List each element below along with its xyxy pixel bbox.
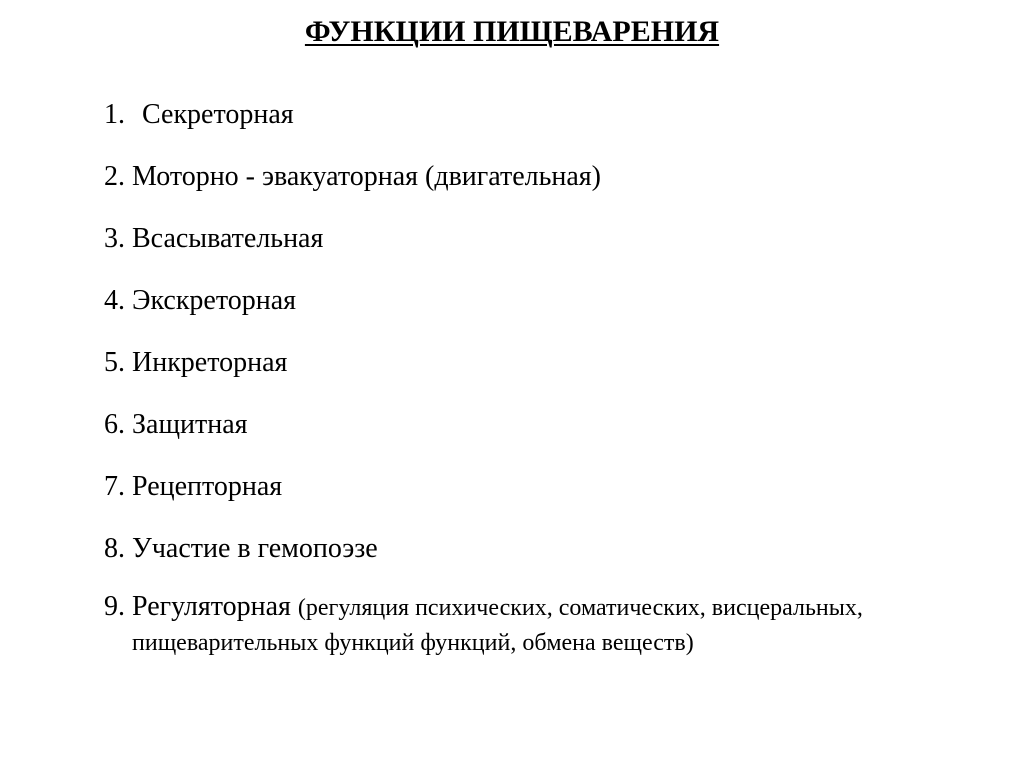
list-item-text: Секреторная bbox=[142, 99, 294, 130]
list-item-number: 1. bbox=[104, 99, 125, 130]
list-item bbox=[104, 160, 964, 222]
list-item-text: Участие в гемопоэзе bbox=[132, 533, 378, 564]
list-item bbox=[104, 590, 964, 660]
list-item-number: 7. bbox=[104, 471, 125, 502]
list-item bbox=[104, 222, 964, 284]
functions-list bbox=[104, 98, 964, 660]
list-item bbox=[104, 408, 964, 470]
list-item-number: 9. bbox=[104, 591, 125, 622]
list-item-number: 2. bbox=[104, 161, 125, 192]
list-item-text: Инкреторная bbox=[132, 347, 288, 378]
list-item-text: Моторно - эвакуаторная (двигательная) bbox=[132, 161, 601, 192]
list-item-note: (регуляция психических, соматических, висцеральных, пищеварительных функций функций, обмена веществ) bbox=[132, 595, 863, 656]
page-title-text: ФУНКЦИИ ПИЩЕВАРЕНИЯ bbox=[304, 15, 720, 48]
list-item bbox=[104, 284, 964, 346]
list-item-number: 5. bbox=[104, 347, 125, 378]
list-item-text: Экскреторная bbox=[132, 285, 297, 316]
list-item-text: Рецепторная bbox=[132, 471, 283, 502]
list-item bbox=[104, 470, 964, 532]
list-item-text: Защитная bbox=[132, 409, 248, 440]
list-item bbox=[104, 98, 964, 160]
list-item-body bbox=[132, 590, 964, 660]
page-title bbox=[0, 14, 1024, 50]
list-item-number: 8. bbox=[104, 533, 125, 564]
list-item-number: 6. bbox=[104, 409, 125, 440]
list-item bbox=[104, 532, 964, 590]
list-item-text: Регуляторная bbox=[132, 591, 291, 622]
list-item bbox=[104, 346, 964, 408]
list-item-number: 4. bbox=[104, 285, 125, 316]
list-item-text: Всасывательная bbox=[132, 223, 324, 254]
list-item-number: 3. bbox=[104, 223, 125, 254]
